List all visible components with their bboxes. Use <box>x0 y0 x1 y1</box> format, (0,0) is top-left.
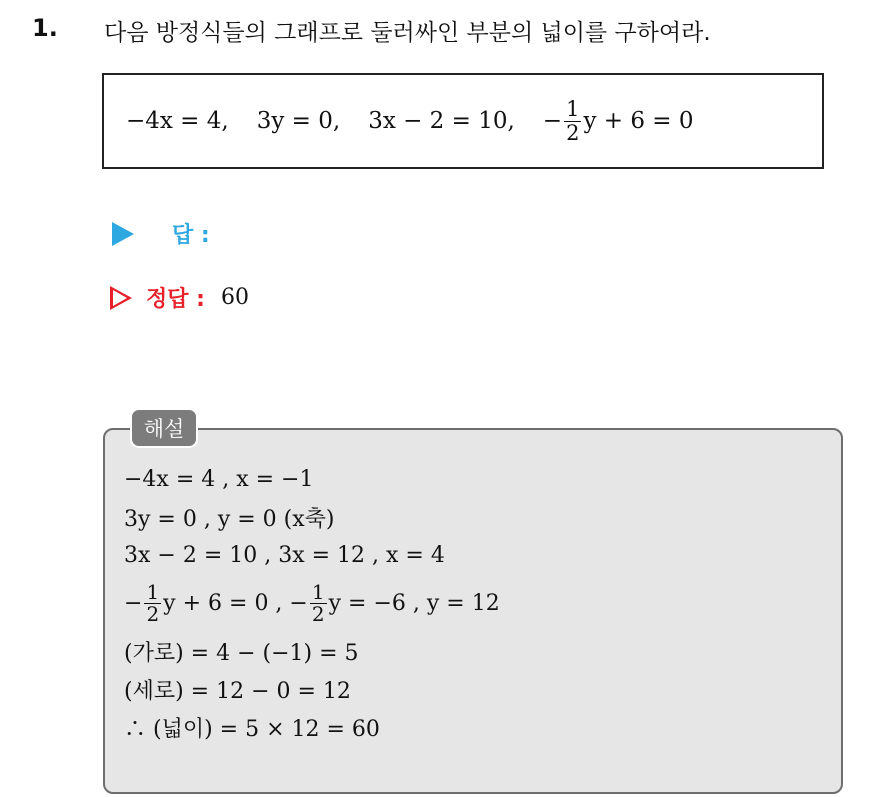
equation-4-minus: − <box>542 108 563 134</box>
solution-lines <box>124 460 500 746</box>
equation-1: −4x = 4, <box>126 108 229 134</box>
equation-4-rest: y + 6 = 0 <box>583 108 694 134</box>
correct-answer-label: 정답 : <box>146 287 205 312</box>
line-4-end: y = −6 , y = 12 <box>328 590 500 616</box>
fraction-numerator: 1 <box>566 97 580 122</box>
equation-2: 3y = 0, <box>256 108 341 134</box>
solution-line-7: ∴ (넓이) = 5 × 12 = 60 <box>124 716 380 742</box>
fraction-numerator: 1 <box>146 579 160 604</box>
answer-row <box>112 218 210 249</box>
solution-line-2: 3y = 0 , y = 0 (x축) <box>124 506 335 532</box>
solution-line-5: (가로) = 4 − (−1) = 5 <box>124 640 359 666</box>
correct-answer-value: 60 <box>220 285 249 310</box>
equation-4 <box>543 98 694 143</box>
solution-line-3: 3x − 2 = 10 , 3x = 12 , x = 4 <box>124 542 445 568</box>
question-number: 1. <box>32 14 58 42</box>
fraction-denominator: 2 <box>311 601 325 626</box>
line-4-middle: y + 6 = 0 , − <box>163 590 308 616</box>
question-text: 다음 방정식들의 그래프로 둘러싸인 부분의 넓이를 구하여라. <box>104 20 711 46</box>
fraction-denominator: 2 <box>146 601 160 626</box>
solution-line-1: −4x = 4 , x = −1 <box>124 466 314 492</box>
equation-3: 3x − 2 = 10, <box>368 108 515 134</box>
solution-line-6: (세로) = 12 − 0 = 12 <box>124 678 351 704</box>
equation-box <box>102 73 824 169</box>
fraction-denominator: 2 <box>566 120 580 145</box>
solution-tag: 해설 <box>130 408 198 448</box>
line-4-minus: − <box>124 590 143 616</box>
correct-answer-row <box>110 282 249 313</box>
fraction-numerator: 1 <box>311 579 325 604</box>
line-4-fraction-1 <box>144 579 161 626</box>
equation-4-fraction <box>564 98 581 143</box>
answer-label: 답 : <box>172 223 210 248</box>
solution-line-4 <box>124 574 500 632</box>
filled-triangle-icon <box>112 222 134 246</box>
equation-row <box>126 95 722 147</box>
outline-triangle-icon <box>110 286 132 310</box>
line-4-fraction-2 <box>310 579 327 626</box>
